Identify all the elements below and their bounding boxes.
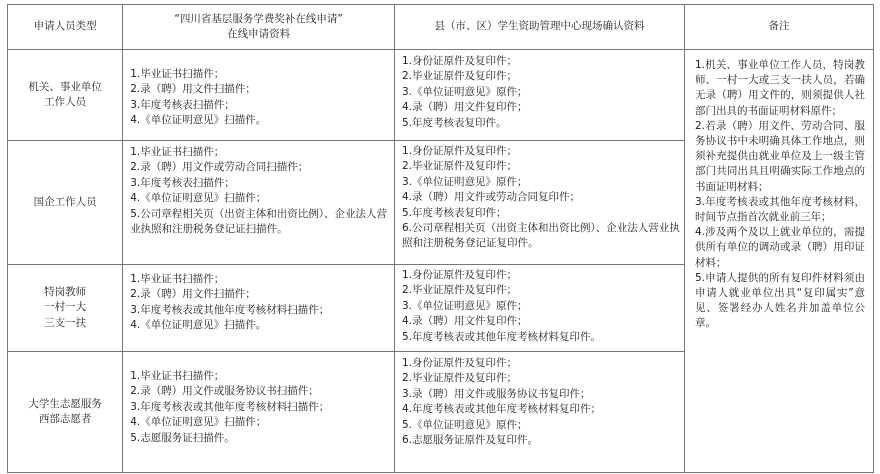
list-item: 4.《单位证明意见》扫描件。 — [130, 319, 267, 332]
list-item: 3.《单位证明意见》原件； — [402, 299, 528, 312]
applicant-type-line: 大学生志愿服务 — [28, 397, 102, 410]
applicant-type-line: 西部志愿者 — [38, 413, 92, 425]
note-item: 2.若录（聘）用文件、劳动合同、服务协议书中未明确具体工作地点，则须补充提供由就业单位及上一级主管部门共同出具且明确实际工作地点的书面证明材料； — [695, 119, 865, 193]
header-online-subtitle: 在线申请资料 — [227, 28, 291, 40]
applicant-type-line: 机关、事业单位 — [28, 80, 102, 93]
online-materials-cell — [123, 265, 395, 352]
list-item: 2.毕业证原件及复印件； — [402, 160, 518, 173]
applicant-type-line: 国企工作人员 — [33, 195, 97, 208]
list-item: 4.录（聘）用文件复印件； — [402, 315, 528, 328]
note-item: 5.申请人提供的所有复印件材料须由申请人就业单位出具“复印属实”意见、签署经办人姓名并加盖单位公章。 — [695, 271, 865, 330]
list-item: 5.公司章程相关页（出资主体和出资比例）、企业法人营业执照和注册税务登记证扫描件。 — [130, 207, 387, 236]
list-item: 1.身份证原件及复印件； — [402, 55, 518, 67]
list-item: 5.年度考核表或其他年度考核材料复印件。 — [402, 330, 602, 343]
application-materials-table — [7, 4, 874, 473]
list-item: 2.录（聘）用文件扫描件； — [130, 83, 256, 96]
online-materials-cell — [123, 352, 395, 473]
list-item: 1.毕业证书扫描件； — [130, 68, 225, 80]
list-item: 3.年度考核表扫描件； — [130, 176, 235, 189]
onsite-materials-cell — [395, 141, 685, 265]
applicant-type-cell — [8, 352, 123, 473]
list-item: 5.年度考核表复印件。 — [402, 116, 507, 129]
list-item: 4.《单位证明意见》扫描件。 — [130, 114, 267, 127]
header-notes: 备注 — [685, 5, 874, 50]
list-item: 3.《单位证明意见》原件； — [402, 175, 528, 188]
header-online-materials — [123, 5, 395, 50]
policy-document — [7, 4, 874, 473]
list-item: 1.身份证原件及复印件； — [402, 145, 518, 157]
onsite-materials-cell — [395, 50, 685, 141]
header-row — [8, 5, 874, 50]
list-item: 1.毕业证书扫描件； — [130, 146, 225, 158]
list-item: 3.录（聘）用文件或服务协议书复印件； — [402, 387, 591, 400]
list-item: 3.年度考核表扫描件； — [130, 98, 235, 111]
list-item: 1.毕业证书扫描件； — [130, 370, 225, 382]
list-item: 2.录（聘）用文件或劳动合同扫描件； — [130, 161, 309, 174]
list-item: 5.志愿服务证扫描件。 — [130, 431, 235, 444]
list-item: 1.身份证原件及复印件； — [402, 269, 518, 281]
list-item: 3.年度考核表或其他年度考核材料扫描件； — [130, 303, 330, 316]
notes-cell — [685, 50, 874, 473]
applicant-type-cell — [8, 50, 123, 141]
onsite-materials-cell — [395, 352, 685, 473]
list-item: 4.《单位证明意见》扫描件； — [130, 192, 267, 205]
table-row — [8, 50, 874, 141]
applicant-type-line: 特岗教师 — [44, 285, 87, 298]
list-item: 1.身份证原件及复印件； — [402, 357, 518, 369]
applicant-type-line: 一村一大 — [44, 301, 87, 314]
list-item: 6.公司章程相关页（出资主体和出资比例）、企业法人营业执照和注册税务登记证复印件。 — [402, 222, 680, 250]
list-item: 2.毕业证原件及复印件； — [402, 70, 518, 83]
applicant-type-line: 三支一扶 — [44, 316, 87, 329]
applicant-type-cell — [8, 141, 123, 265]
onsite-materials-cell — [395, 265, 685, 352]
list-item: 4.录（聘）用文件复印件； — [402, 101, 528, 114]
header-applicant-type: 申请人员类型 — [8, 5, 123, 50]
list-item: 3.年度考核表或其他年度考核材料扫描件； — [130, 400, 330, 413]
list-item: 2.录（聘）用文件扫描件； — [130, 288, 256, 301]
header-onsite-materials: 县（市、区）学生资助管理中心现场确认资料 — [395, 5, 685, 50]
online-materials-cell — [123, 141, 395, 265]
note-item: 1.机关、事业单位工作人员，特岗教师、一村一大或三支一扶人员，若确无录（聘）用文件的，则须提供人社部门出具的书面证明材料原件； — [695, 59, 865, 117]
list-item: 4.《单位证明意见》扫描件； — [130, 416, 267, 429]
header-online-title: “四川省基层服务学费奖补在线申请” — [174, 12, 343, 25]
list-item: 5.年度考核表复印件； — [402, 206, 507, 219]
list-item: 2.毕业证原件及复印件； — [402, 372, 518, 385]
list-item: 4.年度考核表或其他年度考核材料复印件； — [402, 403, 602, 416]
note-item: 4.涉及两个及以上就业单位的，需提供所有单位的调动或录（聘）用印证材料； — [695, 226, 865, 269]
applicant-type-line: 工作人员 — [44, 96, 87, 108]
list-item: 5.《单位证明意见》原件； — [402, 418, 528, 431]
list-item: 6.志愿服务证原件及复印件。 — [402, 434, 539, 447]
list-item: 1.毕业证书扫描件； — [130, 273, 225, 285]
list-item: 4.录（聘）用文件或劳动合同复印件； — [402, 191, 581, 204]
list-item: 3.《单位证明意见》原件； — [402, 85, 528, 98]
applicant-type-cell — [8, 265, 123, 352]
list-item: 2.毕业证原件及复印件； — [402, 284, 518, 297]
note-item: 3.年度考核表或其他年度考核材料，时间节点指首次就业前三年； — [695, 195, 865, 224]
online-materials-cell — [123, 50, 395, 141]
list-item: 2.录（聘）用文件或服务协议书扫描件； — [130, 385, 319, 398]
